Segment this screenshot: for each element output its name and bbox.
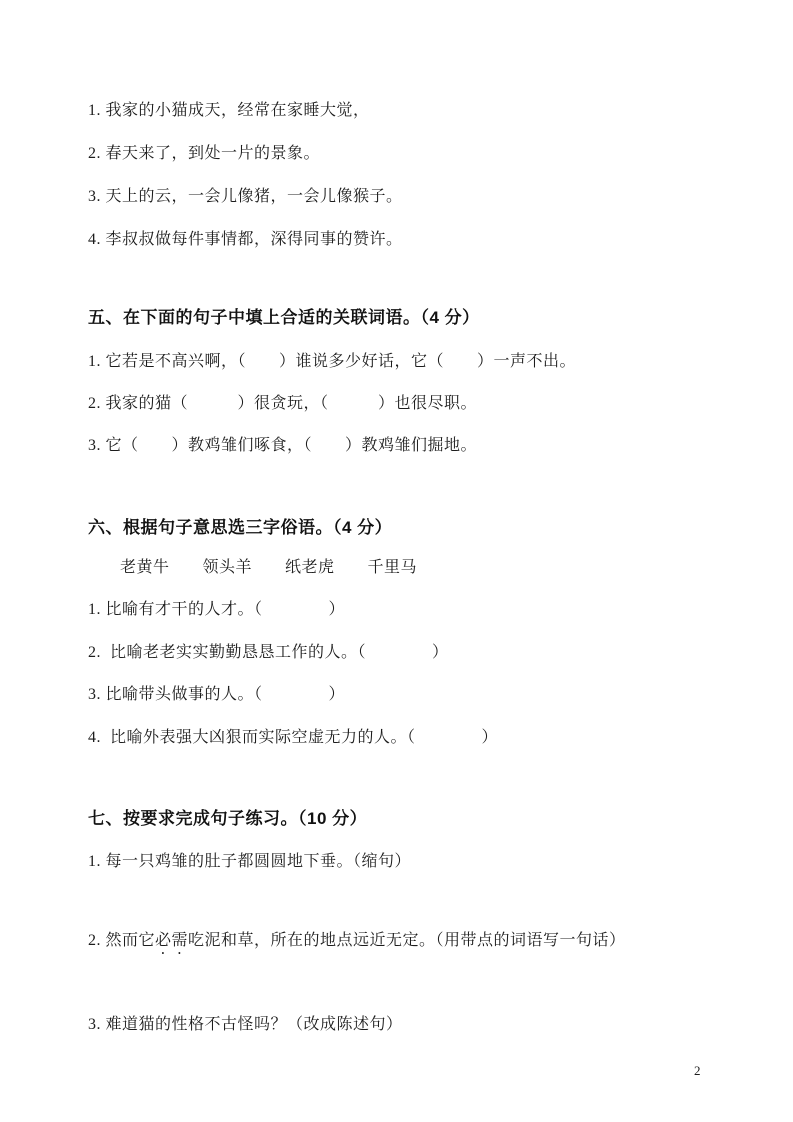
s6-item-3: 3. 比喻带头做事的人。（ ）	[88, 686, 346, 703]
section7-title: 七、按要求完成句子练习。（10 分）	[88, 809, 368, 828]
s4-item-3	[88, 186, 753, 211]
s7-item-2-text-after: 吃泥和草，所在的地点远近无定。（用带点的词语写一句话）	[188, 932, 626, 949]
s7-item-2	[88, 930, 753, 958]
s7-item-3-text: 3. 难道猫的性格不古怪吗？（改成陈述句）	[88, 1016, 403, 1033]
s4-item-1-text-before: 1. 我家的小猫成天	[88, 102, 222, 119]
s4-item-4-text-after: ，深得同事的赞许。	[254, 231, 403, 248]
section5-title: 五、在下面的句子中填上合适的关联词语。（4 分）	[88, 308, 480, 327]
s4-item-1-text-after: ，经常在家睡大觉，	[221, 102, 370, 119]
s4-item-1	[88, 100, 753, 125]
s5-item-2: 2. 我家的猫（ ）很贪玩，（ ）也很尽职。	[88, 395, 478, 412]
s7-item-1	[88, 851, 753, 879]
s5-item-3: 3. 它（ ）教鸡雏们啄食，（ ）教鸡雏们掘地。	[88, 437, 478, 454]
s7-item-1-text: 1. 每一只鸡雏的肚子都圆圆地下垂。（缩句）	[88, 853, 412, 870]
s7-item-2-text: 2. 然而它	[88, 932, 156, 949]
s4-item-2-text-before: 2. 春天来了，到处一片	[88, 145, 255, 162]
s4-item-4	[88, 229, 753, 254]
s7-item-3	[88, 1014, 753, 1042]
section6-title: 六、根据句子意思选三字俗语。（4 分）	[88, 518, 393, 537]
s4-item-2	[88, 143, 753, 168]
s5-item-1: 1. 它若是不高兴啊，（ ）谁说多少好话，它（ ）一声不出。	[88, 353, 577, 370]
s6-item-1: 1. 比喻有才干的人才。（ ）	[88, 601, 346, 618]
s6-item-2: 2. 比喻老老实实勤勤恳恳工作的人。（ ）	[88, 644, 449, 661]
page-number: 2	[694, 1063, 701, 1078]
s4-item-4-text-before: 4. 李叔叔做每件事情都	[88, 231, 255, 248]
s4-item-3-text-after: ，一会儿像猪，一会儿像猴子。	[171, 188, 403, 205]
s7-item-2-emphasized-text: 必需	[155, 932, 189, 949]
s6-item-4: 4. 比喻外表强大凶狠而实际空虚无力的人。（ ）	[88, 729, 499, 746]
s4-item-2-text-after: 的景象。	[254, 145, 321, 162]
s6-word-bank: 老黄牛 领头羊 纸老虎 千里马	[120, 559, 418, 576]
s4-item-3-text-before: 3. 天上的云	[88, 188, 172, 205]
